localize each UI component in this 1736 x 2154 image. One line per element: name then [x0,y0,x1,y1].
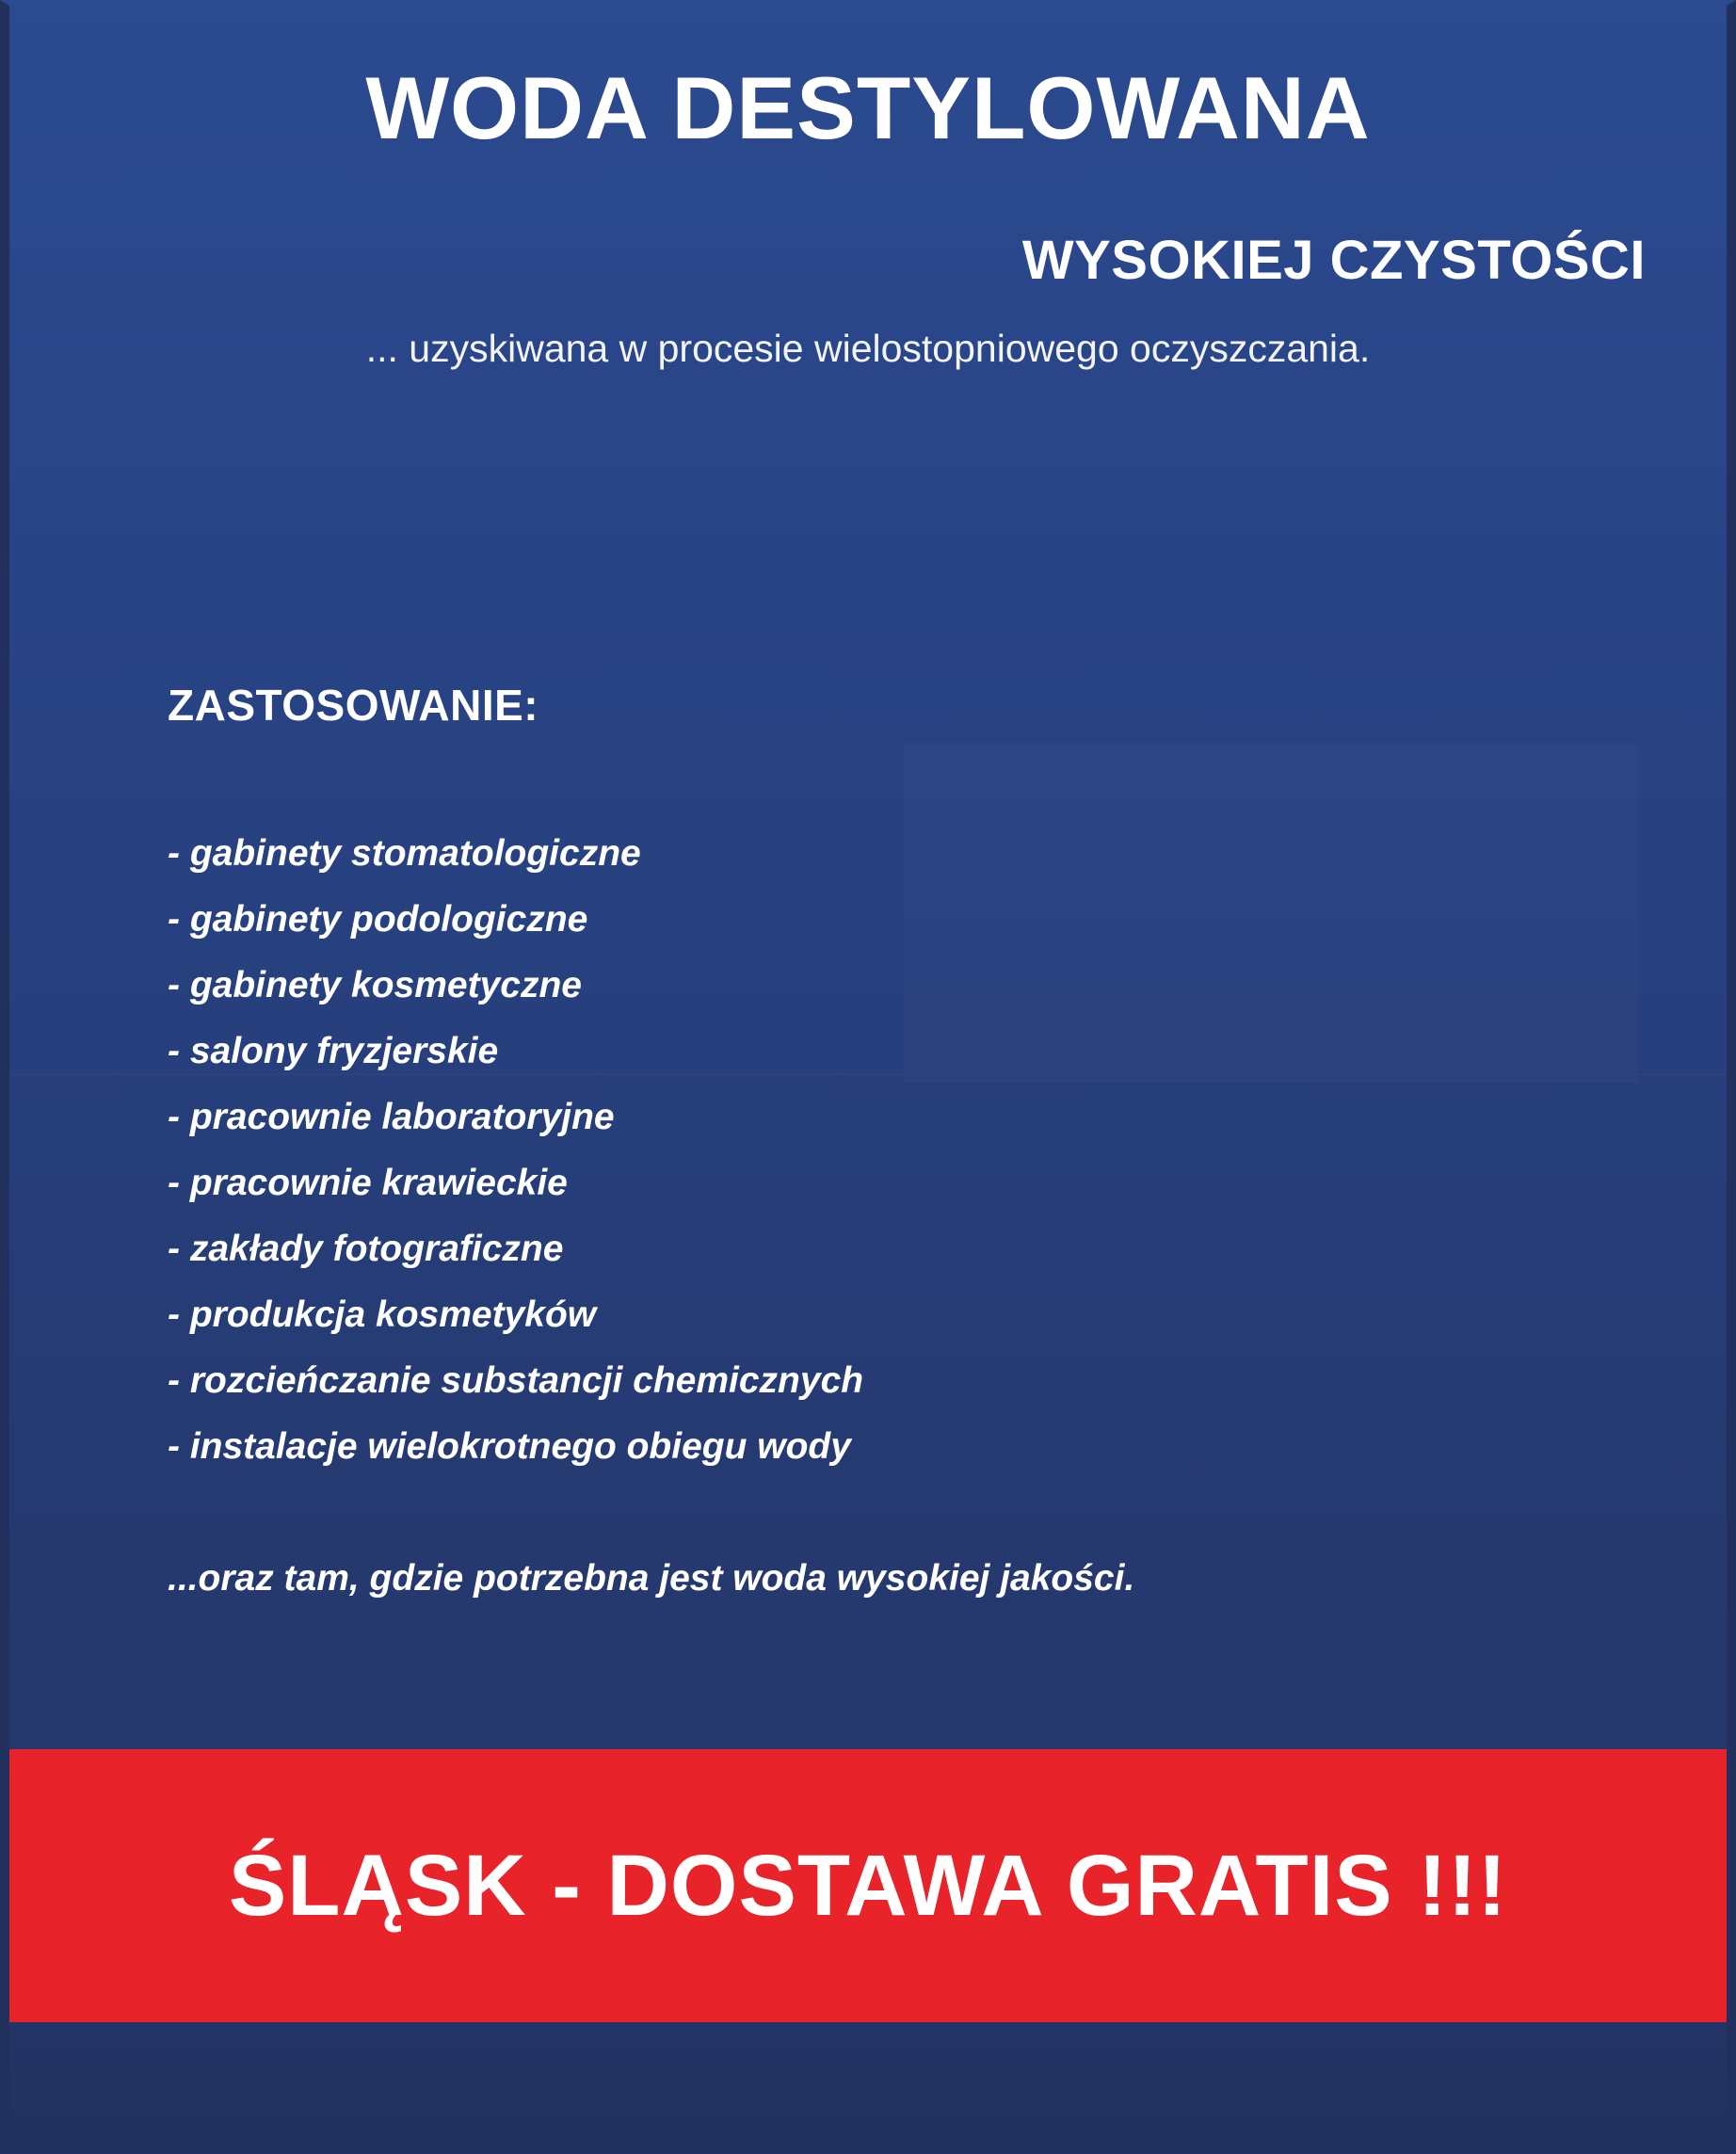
footer-strip [0,2022,1736,2154]
list-item: - gabinety stomatologiczne [168,833,641,874]
usage-closing-note: ...oraz tam, gdzie potrzebna jest woda wysokiej jakości. [168,1558,1135,1599]
list-item: - gabinety podologiczne [168,899,588,940]
list-item: - zakłady fotograficzne [168,1229,564,1269]
list-item: - gabinety kosmetyczne [168,965,582,1005]
delivery-banner-label: ŚLĄSK - DOSTAWA GRATIS !!! [228,1837,1508,1934]
usage-list [168,821,1486,1480]
page-title: WODA DESTYLOWANA [365,58,1371,157]
tagline: ... uzyskiwana w procesie wielostopniowego oczyszczania. [365,327,1371,370]
list-item: - salony fryzjerskie [168,1031,499,1071]
list-item: - pracownie laboratoryjne [168,1097,615,1137]
delivery-banner [0,1749,1736,2022]
list-item: - rozcieńczanie substancji chemicznych [168,1360,864,1401]
list-item: - instalacje wielokrotnego obiegu wody [168,1426,851,1467]
page-subtitle: WYSOKIEJ CZYSTOŚCI [1021,230,1646,291]
list-item: - pracownie krawieckie [168,1163,568,1203]
usage-section-heading: ZASTOSOWANIE: [168,681,539,730]
list-item: - produkcja kosmetyków [168,1294,597,1335]
